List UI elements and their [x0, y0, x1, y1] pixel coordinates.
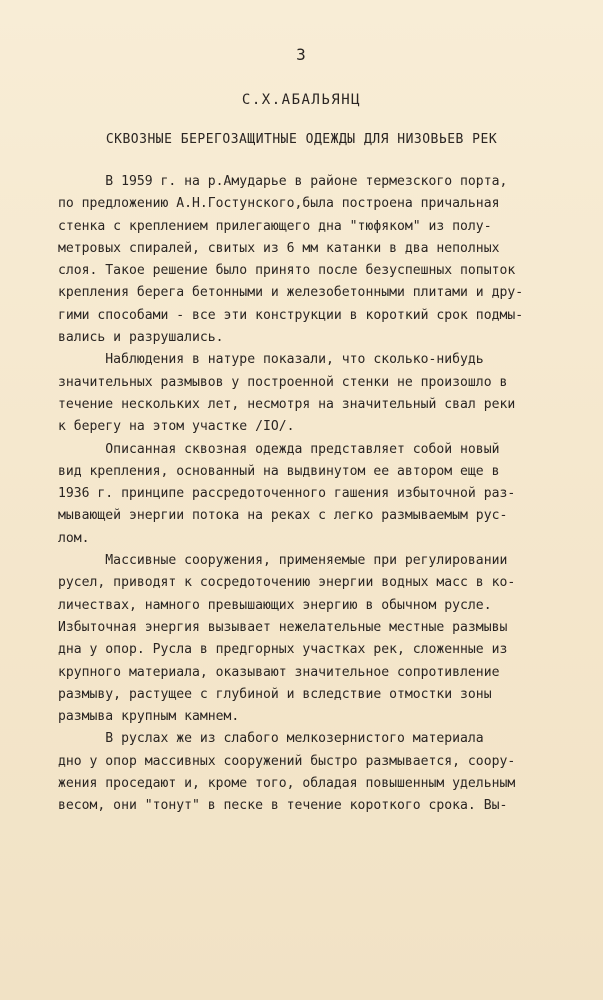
article-body — [58, 171, 560, 818]
text-line: дно у опор массивных сооружений быстро размывается, соору- — [58, 753, 516, 769]
text-line: весом, они "тонут" в песке в течение короткого срока. Вы- — [58, 798, 508, 814]
text-line: дна у опор. Русла в предгорных участках рек, сложенные из — [58, 642, 508, 658]
text-line: Массивные сооружения, применяемые при регулировании — [58, 553, 508, 569]
article-title: СКВОЗНЫЕ БЕРЕГОЗАЩИТНЫЕ ОДЕЖДЫ ДЛЯ НИЗОВЬЕВ РЕК — [105, 132, 498, 147]
text-line: течение нескольких лет, несмотря на значительный свал реки — [58, 396, 516, 412]
text-line: слоя. Такое решение было принято после безуспешных попыток — [58, 263, 516, 279]
text-line: мывающей энергии потока на реках с легко размываемым рус- — [58, 508, 508, 524]
text-line: стенка с креплением прилегающего дна "тюфяком" из полу- — [58, 218, 492, 234]
text-line: гими способами - все эти конструкции в короткий срок подмы- — [58, 307, 524, 323]
text-line: 1936 г. принципе рассредоточенного гашения избыточной раз- — [58, 486, 516, 502]
text-line: личествах, намного превышающих энергию в обычном русле. — [58, 597, 492, 613]
author-name: С.Х.АБАЛЬЯНЦ — [241, 92, 362, 108]
text-line: лом. — [58, 530, 90, 546]
text-line: значительных размывов у построенной стенки не произошло в — [58, 374, 508, 390]
text-line: русел, приводят к сосредоточению энергии водных масс в ко- — [58, 575, 516, 591]
text-line: вались и разрушались. — [58, 330, 224, 346]
text-line: размыву, растущее с глубиной и вследствие отмостки зоны — [58, 686, 492, 702]
text-line: жения проседают и, кроме того, обладая повышенным удельным — [58, 776, 516, 792]
text-line: В руслах же из слабого мелкозернистого материала — [58, 731, 484, 747]
text-line: Наблюдения в натуре показали, что сколько-нибудь — [58, 352, 484, 368]
text-line: крупного материала, оказывают значительное сопротивление — [58, 664, 500, 680]
text-line: В 1959 г. на р.Амударье в районе термезского порта, — [58, 174, 508, 189]
text-line: Избыточная энергия вызывает нежелательные местные размывы — [58, 619, 508, 635]
page-number: 3 — [296, 45, 307, 64]
text-line: Описанная сквозная одежда представляет собой новый — [58, 441, 500, 457]
text-line: крепления берега бетонными и железобетонными плитами и дру- — [58, 285, 524, 301]
text-line: метровых спиралей, свитых из 6 мм катанки в два неполных — [58, 240, 500, 256]
text-line: к берегу на этом участке /IO/. — [58, 419, 295, 435]
text-line: по предложению А.Н.Гостунского,была построена причальная — [58, 196, 500, 212]
text-line: размыва крупным камнем. — [58, 709, 240, 725]
text-line: вид крепления, основанный на выдвинутом ее автором еще в — [58, 463, 500, 479]
